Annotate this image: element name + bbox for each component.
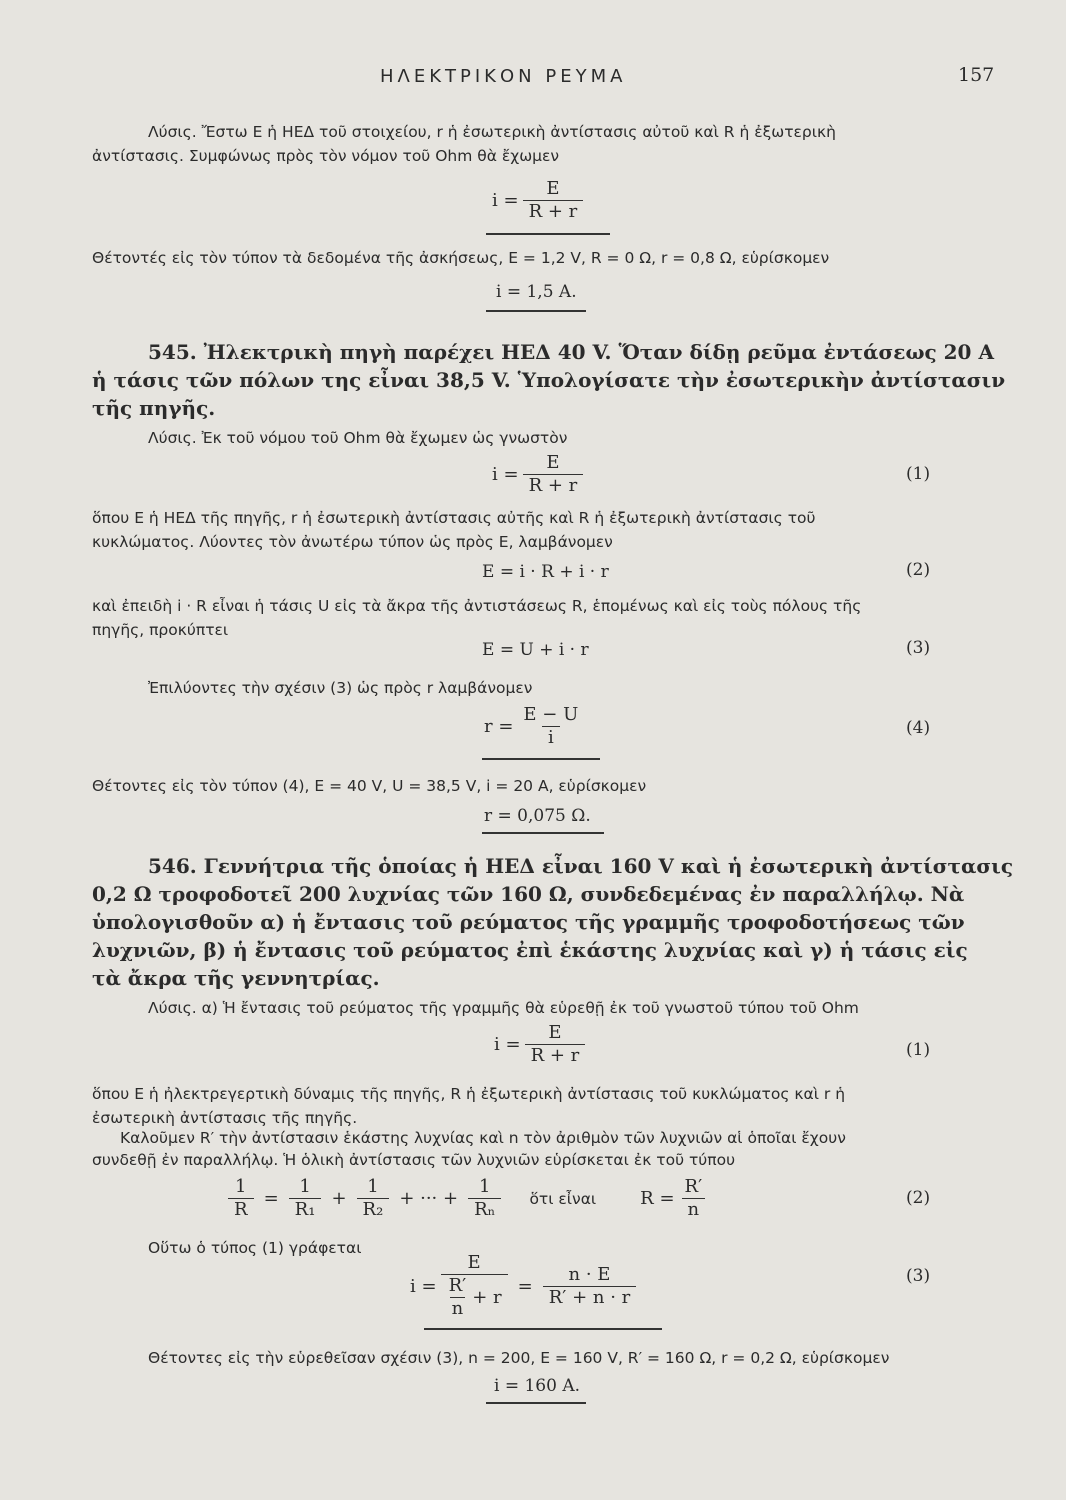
- denominator: R′ + n · r: [543, 1286, 637, 1309]
- problem-545-line3: τῆς πηγῆς.: [92, 396, 216, 420]
- numerator: E: [467, 1252, 481, 1273]
- equation-tag-3: (3): [906, 1266, 931, 1286]
- fraction-1-over-R2: [357, 1176, 390, 1221]
- numerator: 1: [299, 1176, 311, 1197]
- sol544-line2: ἀντίστασις. Συμφώνως πρὸς τὸν νόμον τοῦ Ohm θὰ ἔχωμεν: [92, 147, 560, 165]
- numerator: E: [548, 1022, 562, 1043]
- fraction-1-over-R: [228, 1176, 254, 1221]
- sol544-result: i = 1,5 A.: [496, 282, 577, 302]
- separator-rule: [486, 233, 610, 235]
- problem-546-line4: λυχνιῶν, β) ἡ ἔντασις τοῦ ρεύματος ἐπὶ ἑκάστης λυχνίας καὶ γ) ἡ τάσις εἰς: [92, 938, 968, 962]
- sol545-line6: Ἐπιλύοντες τὴν σχέσιν (3) ὡς πρὸς r λαμβάνομεν: [148, 679, 533, 697]
- problem-546-line2: 0,2 Ω τροφοδοτεῖ 200 λυχνίας τῶν 160 Ω, συνδεδεμένας ἐν παραλλήλῳ. Νὰ: [92, 882, 965, 906]
- sol545-formula-1: [492, 452, 587, 497]
- sol545-eq3: E = U + i · r: [482, 640, 589, 660]
- sol546-line1: Λύσις. α) Ἡ ἔντασις τοῦ ρεύματος τῆς γραμμῆς θὰ εὑρεθῇ ἐκ τοῦ γνωστοῦ τύπου τοῦ Ohm: [148, 999, 859, 1017]
- equation-tag-3: (3): [906, 638, 931, 658]
- sol546-line4: Καλοῦμεν R′ τὴν ἀντίστασιν ἑκάστης λυχνίας καὶ n τὸν ἀριθμὸν τῶν λυχνιῶν αἱ ὁποῖαι ἔχουν: [120, 1129, 846, 1147]
- fraction: [517, 704, 584, 749]
- sol545-result: r = 0,075 Ω.: [484, 806, 591, 826]
- equation-tag-2: (2): [906, 1188, 931, 1208]
- denominator: R + r: [523, 200, 584, 223]
- inner-fraction: [447, 1275, 469, 1320]
- sol545-line4: καὶ ἐπειδὴ i · R εἶναι ἡ τάσις U εἰς τὰ ἄκρα τῆς ἀντιστάσεως R, ἑπομένως καὶ εἰς τοὺς πόλους τῆς: [92, 597, 862, 615]
- sol545-line1: Λύσις. Ἐκ τοῦ νόμου τοῦ Ohm θὰ ἔχωμεν ὡς γνωστὸν: [148, 429, 568, 447]
- result-rule: [486, 1402, 586, 1404]
- formula-lhs: i =: [492, 190, 519, 211]
- ellipsis-sum: + ··· +: [399, 1188, 459, 1209]
- page-number: 157: [958, 64, 995, 86]
- numerator: n · E: [568, 1263, 611, 1285]
- sol546-line7: Θέτοντες εἰς τὴν εὑρεθεῖσαν σχέσιν (3), n = 200, E = 160 V, R′ = 160 Ω, r = 0,2 Ω, εὑρίσκομεν: [148, 1349, 890, 1367]
- sol544-line3: Θέτοντές εἰς τὸν τύπον τὰ δεδομένα τῆς ἀσκήσεως, E = 1,2 V, R = 0 Ω, r = 0,8 Ω, εὑρίσκομεν: [92, 249, 830, 267]
- sol546-formula-1: [494, 1022, 589, 1067]
- sol545-line5: πηγῆς, προκύπτει: [92, 621, 229, 639]
- plus-r: + r: [472, 1286, 502, 1308]
- sol546-line2: ὅπου E ἡ ἠλεκτρεγερτικὴ δύναμις τῆς πηγῆς, R ἡ ἐξωτερικὴ ἀντίστασις τοῦ κυκλώματος καὶ r ἡ: [92, 1085, 846, 1103]
- sol546-line5: συνδεθῇ ἐν παραλλήλῳ. Ἡ ὁλικὴ ἀντίστασις τῶν λυχνιῶν εὑρίσκεται ἐκ τοῦ τύπου: [92, 1151, 736, 1169]
- numerator: E: [546, 178, 560, 199]
- sol546-result: i = 160 A.: [494, 1376, 581, 1396]
- formula-lhs: i =: [494, 1034, 521, 1055]
- denominator: i: [542, 726, 560, 749]
- equation-tag-4: (4): [906, 718, 931, 738]
- sol546-line6: Οὕτω ὁ τύπος (1) γράφεται: [148, 1239, 362, 1257]
- sol545-line2: ὅπου E ἡ ΗΕΔ τῆς πηγῆς, r ἡ ἐσωτερικὴ ἀντίστασις αὐτῆς καὶ R ἡ ἐξωτερικὴ ἀντίστασις τοῦ: [92, 509, 816, 527]
- separator-rule: [424, 1328, 662, 1330]
- denominator: R + r: [525, 1044, 586, 1067]
- compound-fraction: [441, 1252, 508, 1320]
- denominator: [441, 1274, 508, 1320]
- problem-545-line2: ἡ τάσις τῶν πόλων της εἶναι 38,5 V. Ὑπολογίσατε τὴν ἐσωτερικὴν ἀντίστασιν: [92, 368, 1006, 392]
- sol544-line1: Λύσις. Ἔστω Ε ἡ ΗΕΔ τοῦ στοιχείου, r ἡ ἐσωτερικὴ ἀντίστασις αὐτοῦ καὶ R ἡ ἐξωτερικὴ: [148, 123, 836, 141]
- sol546-formula-2: [224, 1176, 712, 1221]
- sol546-line3: ἐσωτερικὴ ἀντίστασις τῆς πηγῆς.: [92, 1109, 358, 1127]
- numerator: 1: [367, 1176, 379, 1197]
- equals-sign: =: [263, 1188, 279, 1209]
- fraction: [543, 1264, 637, 1309]
- formula-lhs: i =: [410, 1275, 437, 1297]
- equation-tag-1: (1): [906, 1040, 931, 1060]
- sol545-formula-4: [484, 704, 588, 749]
- denominator: n: [451, 1298, 464, 1319]
- problem-546-line5: τὰ ἄκρα τῆς γεννητρίας.: [92, 966, 380, 990]
- problem-546-line1: 546. Γεννήτρια τῆς ὁποίας ἡ ΗΕΔ εἶναι 160 V καὶ ἡ ἐσωτερικὴ ἀντίστασις: [148, 854, 1013, 878]
- denominator: R₂: [357, 1198, 390, 1221]
- problem-545-line1: 545. Ἠλεκτρικὴ πηγὴ παρέχει ΗΕΔ 40 V. Ὅταν δίδῃ ρεῦμα ἐντάσεως 20 A: [148, 340, 994, 364]
- denominator: Rₙ: [468, 1198, 501, 1221]
- fraction: [523, 452, 584, 497]
- result-rule: [486, 310, 586, 312]
- since-text: ὅτι εἶναι: [529, 1189, 597, 1208]
- formula-lhs: R =: [640, 1188, 675, 1209]
- result-rule: [482, 832, 604, 834]
- fraction-1-over-Rn: [468, 1176, 501, 1221]
- separator-rule: [482, 758, 600, 760]
- equation-tag-1: (1): [906, 464, 931, 484]
- problem-546-line3: ὑπολογισθοῦν α) ἡ ἔντασις τοῦ ρεύματος τῆς γραμμῆς τροφοδοτήσεως τῶν: [92, 910, 965, 934]
- sol546-formula-3: [410, 1252, 640, 1320]
- formula-lhs: r =: [484, 716, 514, 737]
- fraction-Rprime-over-n: [679, 1176, 709, 1221]
- fraction: [523, 178, 584, 223]
- denominator: R: [228, 1198, 254, 1221]
- fraction: [525, 1022, 586, 1067]
- fraction-1-over-R1: [289, 1176, 322, 1221]
- denominator: R + r: [523, 474, 584, 497]
- numerator: R′: [684, 1176, 703, 1197]
- formula-lhs: i =: [492, 464, 519, 485]
- plus-sign: +: [331, 1188, 347, 1209]
- numerator: E: [546, 452, 560, 473]
- sol545-line3: κυκλώματος. Λύοντες τὸν ἀνωτέρω τύπον ὡς πρὸς E, λαμβάνομεν: [92, 533, 613, 551]
- sol545-line7: Θέτοντες εἰς τὸν τύπον (4), E = 40 V, U = 38,5 V, i = 20 A, εὑρίσκομεν: [92, 777, 647, 795]
- sol544-formula: [492, 178, 587, 223]
- sol545-eq2: E = i · R + i · r: [482, 562, 609, 582]
- denominator: R₁: [289, 1198, 322, 1221]
- numerator: R′: [448, 1275, 467, 1296]
- running-header: ΗΛΕΚΤΡΙΚΟΝ ΡΕΥΜΑ: [380, 66, 627, 87]
- denominator: n: [682, 1198, 706, 1221]
- equals-sign: =: [517, 1275, 533, 1297]
- numerator: 1: [235, 1176, 247, 1197]
- numerator: 1: [479, 1176, 491, 1197]
- numerator: E − U: [523, 704, 579, 725]
- equation-tag-2: (2): [906, 560, 931, 580]
